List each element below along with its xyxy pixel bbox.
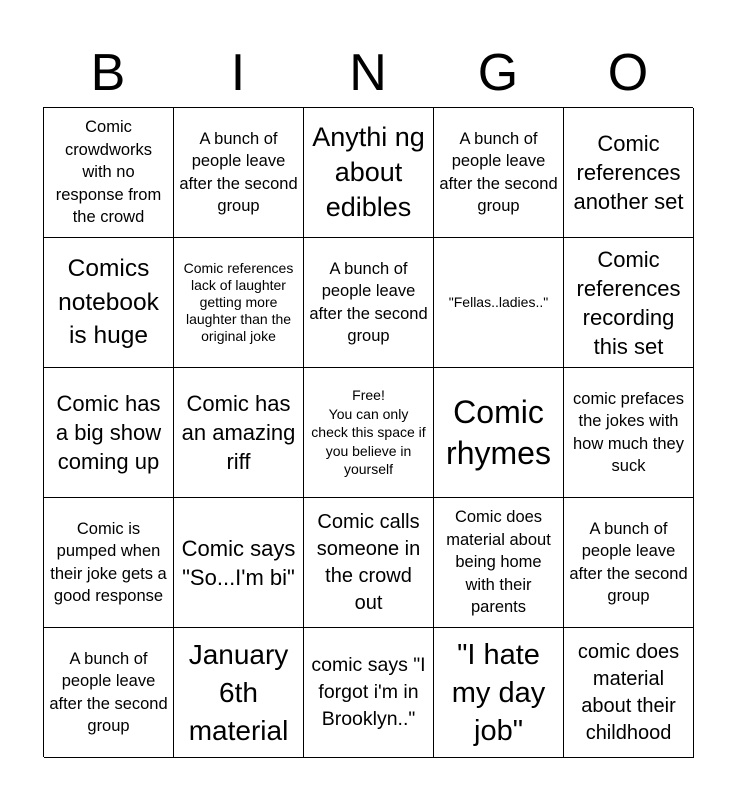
- bingo-cell-r4c5[interactable]: [564, 498, 694, 628]
- cell-text: Comic references recording this set: [576, 246, 681, 359]
- cell-text: comic says "I forgot i'm in Brooklyn..": [311, 654, 426, 730]
- bingo-cell-r5c4[interactable]: [434, 628, 564, 758]
- cell-text: comic prefaces the jokes with how much they suck: [573, 389, 684, 475]
- header-letter-n: N: [349, 44, 387, 102]
- bingo-board: [43, 107, 693, 757]
- cell-text: January 6th material: [188, 638, 289, 746]
- cell-text: Comic says "So...I'm bi": [181, 535, 296, 590]
- cell-text: Comic has an amazing riff: [181, 391, 296, 474]
- header-letter-b: B: [90, 44, 126, 102]
- cell-text: Comic references lack of laughter getting more laughter than the original joke: [183, 260, 294, 344]
- bingo-cell-r1c2[interactable]: [174, 108, 304, 238]
- bingo-cell-r3c2[interactable]: [174, 368, 304, 498]
- cell-text: A bunch of people leave after the second group: [49, 649, 168, 735]
- bingo-header: [43, 40, 693, 106]
- bingo-cell-r2c4[interactable]: [434, 238, 564, 368]
- bingo-cell-r4c2[interactable]: [174, 498, 304, 628]
- cell-text: A bunch of people leave after the second group: [439, 129, 558, 215]
- bingo-cell-r5c2[interactable]: [174, 628, 304, 758]
- cell-text: "I hate my day job": [451, 638, 546, 747]
- bingo-cell-r4c1[interactable]: [44, 498, 174, 628]
- header-letter-g: G: [477, 44, 519, 102]
- bingo-cell-r3c4[interactable]: [434, 368, 564, 498]
- free-space-text: Free! You can only check this space if you believe in yourself: [311, 387, 426, 478]
- bingo-cell-r2c3[interactable]: [304, 238, 434, 368]
- bingo-cell-r5c1[interactable]: [44, 628, 174, 758]
- bingo-cell-r5c5[interactable]: [564, 628, 694, 758]
- cell-text: Comic rhymes: [446, 393, 551, 471]
- bingo-cell-r1c5[interactable]: [564, 108, 694, 238]
- bingo-cell-r1c4[interactable]: [434, 108, 564, 238]
- cell-text: Comics notebook is huge: [58, 255, 159, 350]
- header-letter-o: O: [607, 44, 649, 102]
- bingo-cell-r3c1[interactable]: [44, 368, 174, 498]
- cell-text: A bunch of people leave after the second group: [179, 129, 298, 215]
- bingo-cell-r1c3[interactable]: [304, 108, 434, 238]
- cell-text: Comic crowdworks with no response from the crowd: [55, 118, 162, 227]
- cell-text: Comic has a big show coming up: [55, 391, 162, 474]
- cell-text: Comic is pumped when their joke gets a good response: [50, 519, 167, 605]
- bingo-cell-r2c2[interactable]: [174, 238, 304, 368]
- bingo-cell-r2c5[interactable]: [564, 238, 694, 368]
- bingo-cell-r2c1[interactable]: [44, 238, 174, 368]
- bingo-cell-r3c5[interactable]: [564, 368, 694, 498]
- bingo-cell-r4c3[interactable]: [304, 498, 434, 628]
- cell-text: Anythi ng about edibles: [312, 122, 425, 222]
- cell-text: comic does material about their childhood: [577, 640, 680, 744]
- bingo-cell-r1c1[interactable]: [44, 108, 174, 238]
- cell-text: Comic references another set: [573, 131, 684, 214]
- cell-text: A bunch of people leave after the second group: [569, 519, 688, 605]
- bingo-cell-free[interactable]: [304, 368, 434, 498]
- cell-text: Comic does material about being home with their parents: [446, 508, 551, 617]
- bingo-cell-r5c3[interactable]: [304, 628, 434, 758]
- cell-text: "Fellas..ladies..": [448, 294, 549, 310]
- header-letter-i: I: [230, 44, 246, 102]
- cell-text: Comic calls someone in the crowd out: [316, 510, 421, 614]
- cell-text: A bunch of people leave after the second group: [309, 259, 428, 345]
- bingo-cell-r4c4[interactable]: [434, 498, 564, 628]
